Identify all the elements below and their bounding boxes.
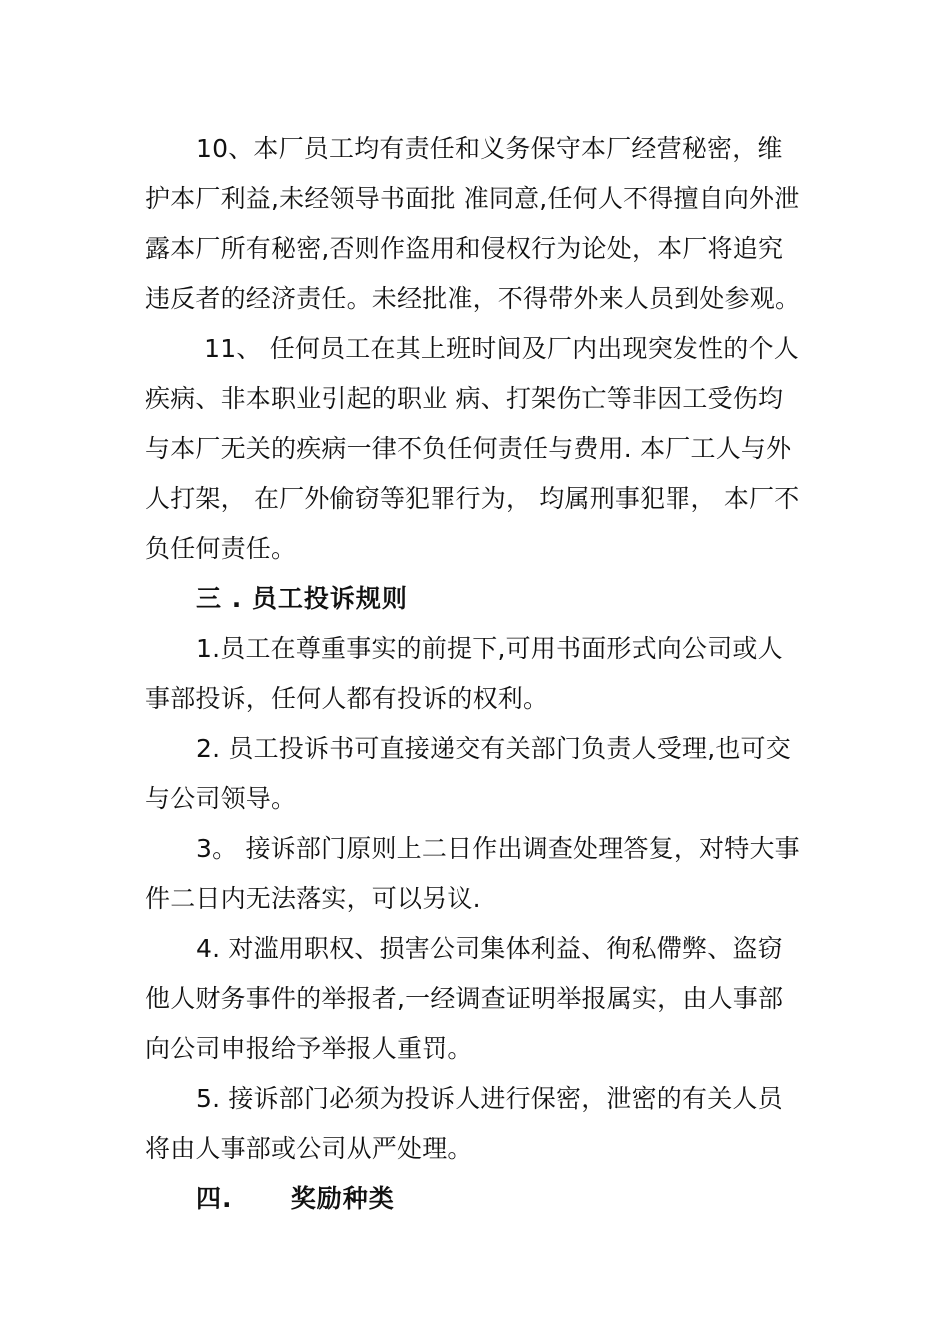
complaint-rule-1-line-1: 1.员工在尊重事实的前提下,可用书面形式向公司或人 xyxy=(196,634,783,663)
paragraph-10-line-3: 露本厂所有秘密,否则作盗用和侵权行为论处，本厂将追究 xyxy=(145,234,784,263)
paragraph-10-line-1: 10、本厂员工均有责任和义务保守本厂经营秘密，维 xyxy=(196,134,783,163)
paragraph-11-line-5: 负任何责任。 xyxy=(145,534,297,563)
complaint-rule-4-line-2: 他人财务事件的举报者,一经调查证明举报属实，由人事部 xyxy=(145,984,784,1013)
paragraph-11-line-3: 与本厂无关的疾病一律不负任何责任与费用. 本厂工人与外 xyxy=(145,434,792,463)
complaint-rule-2-line-2: 与公司领导。 xyxy=(145,784,297,813)
complaint-rule-3-line-2: 件二日内无法落实，可以另议. xyxy=(145,884,481,913)
complaint-rule-1-line-2: 事部投诉，任何人都有投诉的权利。 xyxy=(145,684,549,713)
paragraph-11-line-4: 人打架， 在厂外偷窃等犯罪行为， 均属刑事犯罪， 本厂不 xyxy=(145,484,800,513)
section-3-heading: 三 . 员工投诉规则 xyxy=(196,584,408,613)
paragraph-10-line-4: 违反者的经济责任。未经批准，不得带外来人员到处参观。 xyxy=(145,284,801,313)
complaint-rule-2-line-1: 2. 员工投诉书可直接递交有关部门负责人受理,也可交 xyxy=(196,734,791,763)
complaint-rule-4-line-1: 4. 对滥用职权、损害公司集体利益、徇私僀弊、盗窃 xyxy=(196,934,783,963)
complaint-rule-5-line-2: 将由人事部或公司从严处理。 xyxy=(145,1134,473,1163)
paragraph-10-line-2: 护本厂利益,未经领导书面批 准同意,任何人不得擅自向外泄 xyxy=(145,184,800,213)
complaint-rule-5-line-1: 5. 接诉部门必须为投诉人进行保密，泄密的有关人员 xyxy=(196,1084,783,1113)
section-4-heading: 四. 奖励种类 xyxy=(196,1184,395,1213)
complaint-rule-3-line-1: 3。 接诉部门原则上二日作出调查处理答复，对特大事 xyxy=(196,834,800,863)
complaint-rule-4-line-3: 向公司申报给予举报人重罚。 xyxy=(145,1034,473,1063)
paragraph-11-line-2: 疾病、非本职业引起的职业 病、打架伤亡等非因工受伤均 xyxy=(145,384,784,413)
paragraph-11-line-1: 11、 任何员工在其上班时间及厂内出现突发性的个人 xyxy=(196,334,799,363)
